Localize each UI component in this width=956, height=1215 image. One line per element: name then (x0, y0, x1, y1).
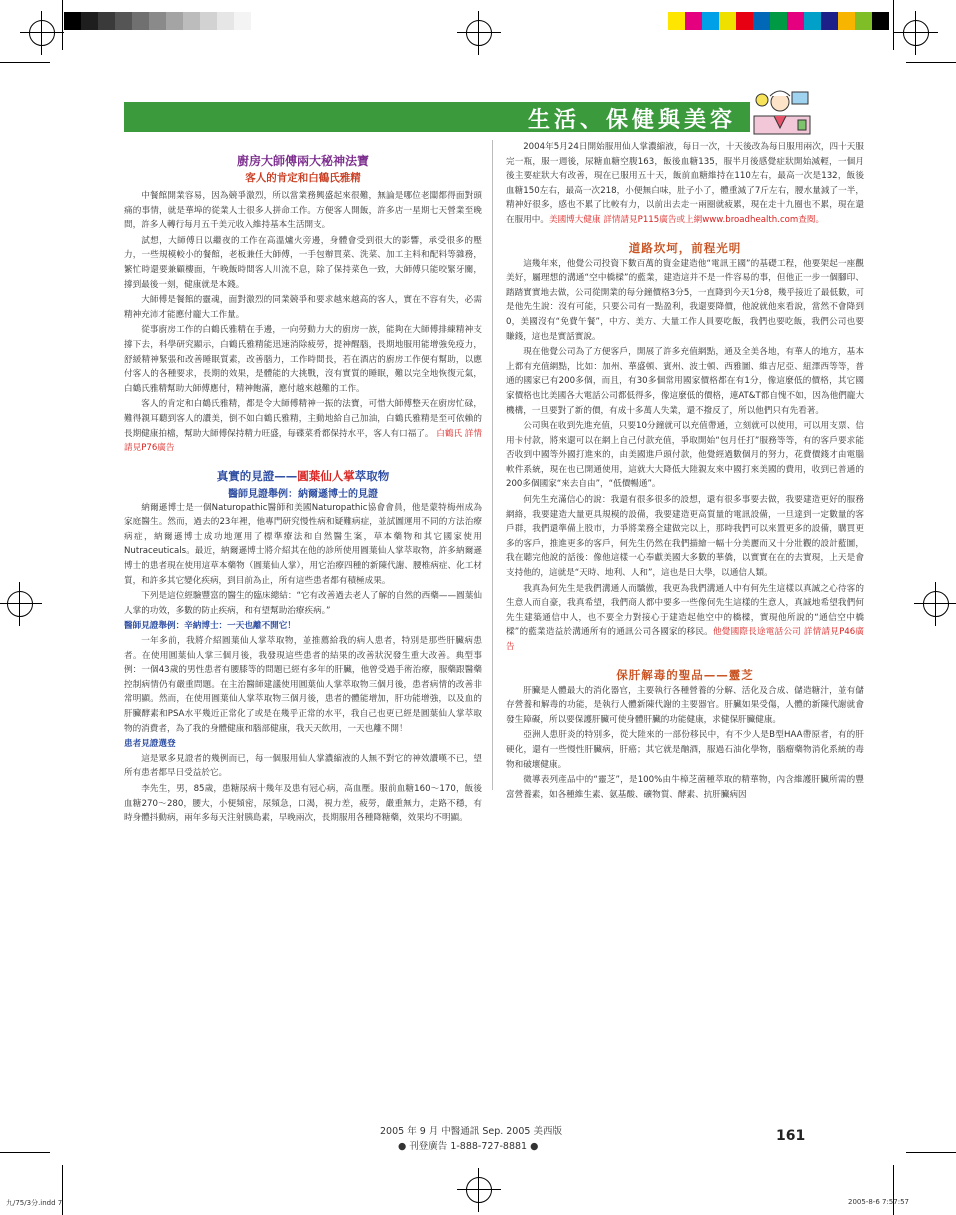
registration-mark-top-center (457, 11, 501, 55)
color-swatch (753, 12, 770, 30)
left-column (124, 140, 482, 827)
gray-calibration-bar (64, 12, 251, 30)
paragraph: 大師傅是餐館的靈魂，面對激烈的同業競爭和要求越來越高的客人，實在不容有失，必需精神充沛才能應付龐大工作量。 (124, 295, 482, 320)
paragraph: 下列是這位經驗豐富的醫生的臨床總結：“它有改善過去老人了解的自然的西藥——圓葉仙人掌的功效，多數的防止疾病，和有望幫助治療疾病。” (124, 591, 482, 616)
paragraph: 何先生充滿信心的說：我還有很多很多的設想，還有很多事要去做，我要建造更好的服務網絡，我要建造大量更具規模的設備，我要建造更高質量的電訊設備，一旦達到一定數量的客戶群，我們還準備上股市，力爭將業務全建做完以上，那時我們可以來置更多的設備，購買更多的客戶，推進更多的客戶，何先生仍然在我們描繪一幅十分美麗而又十分壯觀的設計藍圖，我在聽完他說的話後：像他這樣一心奉獻美國大多數的華僑，以實實在在的去實現，上天是會支持他的，這就是“天時、地利、人和”，這也是日大學，以通信人類。 (506, 495, 864, 579)
section-header-bar (124, 102, 750, 132)
color-swatch (821, 12, 838, 30)
right-column (506, 140, 864, 803)
paragraph: 一年多前，我將介紹圓葉仙人掌萃取物，並推薦給我的病人患者，特別是那些肝臟病患者。在使用圓葉仙人掌三個月後，我發現這些患者的結果的改善狀況發生重大改善。典型事例：一個43歲的男性患者有腰膝等的問題已經有多年的肝臟，他曾受過手術治療，服藥跟醫藥控制病情仍有嚴重問題。在主治醫師建議使用圓葉仙人掌萃取物三個月後，患者病情的改善非常明顯。然而，在使用圓葉仙人掌萃取物三個月後，患者的體能增加，肝功能增強，以及血的肝臟酵素和PSA水平幾近正常化了或是在幾乎正常的水平，我自己也更已經是圓葉仙人掌萃取物的消費者，為了我的身體健康和腦部健康，我天天飲用，一天也離不開！ (124, 636, 482, 734)
color-swatch (736, 12, 753, 30)
crop-mark (906, 62, 956, 63)
crop-mark (62, 0, 63, 50)
ad-reference: 白鶴氏 詳情請見P76廣告 (124, 428, 483, 454)
registration-mark-bottom-center (457, 1168, 501, 1212)
timestamp-slug: 2005-8-6 7:57:57 (848, 1198, 909, 1206)
gray-swatch (115, 12, 132, 30)
paragraph: 這幾年來，他覺公司投資下數百萬的資金建造他“電訊王國”的基礎工程，他要架起一座觀美好，屬理想的溝通“空中橋樑”的藍業，建造這并不是一件容易的事，但他正一步一個腳印、踏踏實實地去做，公司從開業的每分鐘價格3分5，一直降到今天1分8，幾乎接近了最低數，可是他先生說：沒有可能，只要公司有一點盈利，我還要降價，他說就他來看說，當然不會降到0，美國沒有“免費午餐”，中方、美方、大量工作人員要吃飯，我們也要吃飯，我們公司也要賺錢，這也是實話實說。 (506, 258, 864, 342)
article-subtitle-chef: 客人的肯定和白鶴氏雅精 (245, 172, 361, 184)
article-title-telecom: 道路坎坷，前程光明 (628, 240, 742, 255)
gray-swatch (64, 12, 81, 30)
gray-swatch (200, 12, 217, 30)
crop-mark (906, 1152, 956, 1153)
gray-swatch (81, 12, 98, 30)
crop-mark (893, 0, 894, 50)
color-swatch (719, 12, 736, 30)
paragraph: 2004年5月24日開始服用仙人掌濃縮液，每日一次，十天後改為每日服用兩次，四十天服完一瓶，服一週後，尿糖血糖空腹163，飯後血糖135，服半月後感覺症狀開始減輕，一個月後主要症狀大有改善，現在已服用五十天，飯前血糖維持在110左右，最高一次是132，飯後血糖150左右，最高一次218，小便無白味，肚子小了，體重減了7斤左右，腰水量減了一半，精神好很多，感也不累了比較有力，以前出去走一兩圈就疲累，現在走十九圈也不累，現在還在服用中。美國博大健康 詳情請見P115廣告或上網www.broadhealth.com查閱。 (506, 142, 864, 225)
article-title-cactus: 真實的見證——圓葉仙人掌萃取物 (216, 468, 390, 483)
paragraph: 客人的肯定和白鶴氏雅精，都是令大師傅精神一振的法寶，可惜大師傅整天在廚房忙碌，難得親耳聽到客人的讚美，倒不如白鶴氏雅精，主動地給自己加油，白鶴氏雅精是至可依賴的長期健康拍檔，幫助大師傅保持精力旺盛，每碟菜肴都保持水平，客人有口福了。 白鶴氏 詳情請見P76廣告 (124, 399, 483, 454)
paragraph: 現在他覺公司為了方便客戶，開展了許多充值網點，通及全美各地，有華人的地方，基本上都有充值網點，比如：加州、華盛頓、賓州、波士頓、西雅圖、維吉尼亞、紐澤西等等，普通的國家已有200多個，而且，有30多個常用國家價格都在有1分，像這麼低的價格，其它國家價格也比美國各大電話公司都低得多，像這麼低的價格，連AT&T都自愧不如，因為他們龐大機構，一旦要對了新的價，有成十多萬人失業，還不撥反了，所以他們只有先看著。 (506, 347, 864, 416)
paragraph: 亞洲人患肝炎的特別多，從大陸來的一部份移民中，有不少人是B型HAA帶原者，有的肝硬化，還有一些慢性肝臟病，肝癌；其它就是酗酒，服過石油化學物，腦瘤藥物消化系統的毒物和破壞健康。 (506, 730, 864, 770)
gray-swatch (234, 12, 251, 30)
paragraph: 李先生，男，85歲，患糖尿病十幾年及患有冠心病，高血壓。服前血糖160～170，飯後血糖270～280，腰大，小便頻密，尿頻急，口渴，視力差，疲勞，嚴重無力，走路不穩，有時身體抖動病，兩年多每天注射胰島素，早晚兩次，長期服用各種降糖藥，效果均不明顯。 (124, 783, 482, 824)
gray-swatch (217, 12, 234, 30)
footer-issue-line: 2005 年 9 月 中醫通訊 Sep. 2005 美西版 (380, 1126, 562, 1137)
color-swatch (872, 12, 889, 30)
column-divider (492, 140, 493, 790)
gray-swatch (132, 12, 149, 30)
article-title-chef: 廚房大師傅兩大秘神法寶 (236, 154, 369, 168)
kitchen-cartoon-icon (752, 86, 814, 138)
file-slug: 九/75/3分.indd 7 (6, 1199, 63, 1207)
paragraph: 試想，大師傅日以繼夜的工作在高溫爐火旁邊，身體會受到很大的影響，承受很多的壓力，一些規模較小的餐館，老板兼任大師傅，一手包辦買菜、洗菜、加工主料和配料等雜務，繁忙時還要兼顧樓面，午晚飯時間客人川流不息，除了保持菜色一致，大師傅只能咬緊牙關，撐到最後一刻，健康就是本錢。 (124, 235, 482, 290)
color-swatch (770, 12, 787, 30)
gray-swatch (183, 12, 200, 30)
crop-mark (893, 1165, 894, 1215)
ad-reference: 美國博大健康 詳情請見P115廣告或上網www.broadhealth.com查閱。 (548, 214, 825, 225)
paragraph: 肝臟是人體最大的消化器官，主要執行各種營養的分解、活化及合成、儲造糖汁，並有儲存營養和解毒的功能，是執行人體新陳代謝的主要器官。肝臟如果受傷，人體的新陳代謝就會發生障礙，所以要保護肝臟可使身體肝臟的功能健康，求健保肝臟健康。 (506, 685, 864, 725)
paragraph: 納爾遜博士是一個Naturopathic醫師和美國Naturopathic協會會員，他是蒙特梅州成為家庭醫生。然而，過去的23年裡，他專門研究慢性病和疑難病症，並試圖運用不同的方法治療病症，納爾遜博士成功地運用了標準療法和自然醫生案，草本藥物和其它國家使用Nutraceuticals。最近，納爾遜博士將介紹其在他的診所使用圓葉仙人掌萃取物，許多納爾遜博士的患者現在使用這草本藥物（圓葉仙人掌），用它治療四種的新陳代謝、腰椎病症、化工材質，和許多其它變化疾病，到目前為止，所有這些患者都有積極成果。 (124, 502, 482, 586)
color-swatch (838, 12, 855, 30)
color-swatch (787, 12, 804, 30)
color-swatch (804, 12, 821, 30)
registration-mark-top-right (894, 11, 938, 55)
paragraph: 我真為何先生是我們溝通人而驕傲，我更為我們溝通人中有何先生這樣以真誠之心待客的生意人而自豪，我真希望，我們商人都中要多一些像何先生這樣的生意人，真誠地希望我們何先生建築通信中人，也不要全力對接心于建造起他空中的橋樑，實現他所說的“通信空中橋樑”的藍業造益於溝通所有的通訊公司各國家的移民。他覺國際長途電話公司 詳情請見P46廣告 (506, 583, 864, 652)
paragraph: 中餐館開業容易，因為競爭激烈，所以當業務興盛起來很難，無論是哪位老闆都得面對頭痛的事情，就是華埠的從業人士很多人拼命工作。方便客人開飯，許多店一星期七天營業至晚間，許多人轉行每月五千美元收入維持基本生活開支。 (124, 191, 482, 231)
article-subtitle-cactus: 醫師見證舉例：納爾遜博士的見證 (228, 488, 378, 500)
testimony-heading: 患者見證選登 (124, 739, 176, 750)
color-swatch (702, 12, 719, 30)
color-swatch (685, 12, 702, 30)
crop-mark (0, 1152, 50, 1153)
article-title-liver: 保肝解毒的聖品——靈芝 (616, 667, 754, 682)
section-title: 生活、保健與美容 (527, 108, 736, 133)
ad-reference: 他覺國際長途電話公司 詳情請見P46廣告 (506, 627, 864, 652)
color-calibration-bar (668, 12, 889, 30)
color-swatch (855, 12, 872, 30)
gray-swatch (98, 12, 115, 30)
paragraph: 微導表列產品中的“靈芝”，是100%由牛樟芝菌種萃取的精華物，內含維護肝臟所需的豐富營養素，如各種維生素、氨基酸、礦物質、酵素、抗肝臟病因 (506, 775, 864, 800)
registration-mark-mid-right (914, 582, 956, 626)
gray-swatch (149, 12, 166, 30)
footer-ad-phone: ● 刊登廣告 1-888-727-8881 ● (398, 1141, 539, 1152)
testimony-heading: 醫師見證舉例：辛納博士：一天也離不開它！ (124, 621, 296, 632)
page-number: 161 (776, 1128, 806, 1144)
color-swatch (668, 12, 685, 30)
paragraph: 公司與在收到先進充值，只要10分鐘就可以充值帶通，立刻就可以使用，可以用支票、信用卡付款，將來還可以在網上自己付款充值，爭取開始“包月任打”服務等等，有的客戶要求能否收到中國等外國打進來的，由美國進戶頭付款，他覺經過數個月的努力，花費價錢才由電腦軟件系統，現在也已開通使用，這就大大降低大陸親友來中國打來美國的費用，收到已普通的200多個國家“來去自由”，“低價暢通”。 (506, 421, 864, 490)
paragraph: 從事廚房工作的白鶴氏雅精在手邊，一向勞動力大的廚房一族，能夠在大師傅排練精神支撐下去，科學研究顯示，白鶴氏雅精能迅速消除疲勞，提神醒腦，長期地服用能增強免疫力，舒緩精神緊張和改善睡眠質素，改善腦力，工作時間長，若在酒店的廚房工作便有幫助，以應付客人的各種要求，長期的效果，是體能的大挑戰，沒有實質的睡眠，難以完全地恢復元氣，白鶴氏雅精幫助大師傅應付，精神飽滿，應付越來越難的工作。 (124, 325, 482, 394)
registration-mark-mid-left (0, 582, 42, 626)
registration-mark-top-left (20, 11, 64, 55)
crop-mark (0, 62, 50, 63)
gray-swatch (166, 12, 183, 30)
paragraph: 這是眾多見證者的幾例而已，每一個服用仙人掌濃縮液的人無不對它的神效讚嘆不已，望所有患者都早日受益於它。 (124, 753, 482, 779)
